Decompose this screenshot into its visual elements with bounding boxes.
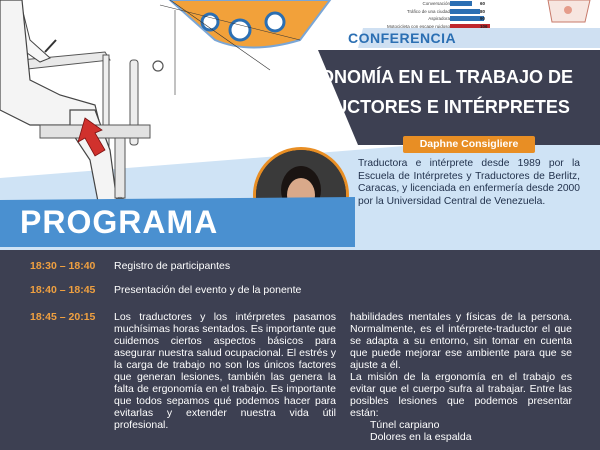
chart-value: 80 <box>480 8 486 14</box>
schedule-item: Registro de participantes <box>114 260 231 272</box>
speaker-name-badge: Daphne Consigliere <box>403 136 535 153</box>
chart-value: 90 <box>480 16 486 21</box>
description-column-1: Los traductores y los intérpretes pasamos muchísimas horas sentados. Es importante que cuidemos ciertos aspectos básicos para asegurar nuestra salud ocupacional. El estrés y la carga de trabajo no son los únicos factores que generan lesiones, también las genera la falta de ergonomía en el trabajo. Es importante que todos sepamos qué podemos hacer para evitarlas y extender nuestra vida útil profesional. <box>114 311 336 431</box>
chart-value: 60 <box>480 1 486 6</box>
title-line-2: TRADUCTORES E INTÉRPRETES <box>284 97 570 117</box>
description-paragraph: habilidades mentales y físicas de la persona. Normalmente, es el intérprete-traductor el que se adapta a su entorno, sin tomar en cuenta que puede mejorar ese ambiente para que se ajuste a él. <box>350 311 572 371</box>
chart-label: Conversación <box>422 1 450 6</box>
schedule-item: Presentación del evento y de la ponente <box>114 284 302 296</box>
chart-label: Tráfico de una ciudad <box>406 8 450 14</box>
schedule-time: 18:45 – 20:15 <box>30 311 96 323</box>
description-column-2 <box>350 311 572 443</box>
conference-label: CONFERENCIA <box>348 30 457 46</box>
description-paragraph: La misión de la ergonomía en el trabajo es evitar que el cuerpo sufra al trabajar. Entre las posibles lesiones que podemos presentar están: <box>350 371 572 419</box>
page-title <box>262 62 592 122</box>
lesion-item: Túnel carpiano <box>370 419 440 431</box>
speaker-bio: Traductora e intérprete desde 1989 por la Escuela de Intérpretes y Traductores de Berlitz, Caracas, y licenciada en enfermería desde 2000 por la Universidad Central de Venezuela. <box>358 158 580 207</box>
chart-label: Motocicleta con escape ruidoso <box>386 23 450 29</box>
schedule-time: 18:40 – 18:45 <box>30 284 96 296</box>
schedule-time: 18:30 – 18:40 <box>30 260 96 272</box>
chart-value: 106 <box>480 23 488 29</box>
title-line-1: ERGONOMÍA EN EL TRABAJO DE <box>280 67 574 87</box>
chart-label: Aspiradora <box>428 16 450 21</box>
lesion-item: Dolores en la espalda <box>370 431 472 443</box>
programa-heading: PROGRAMA <box>20 204 219 240</box>
